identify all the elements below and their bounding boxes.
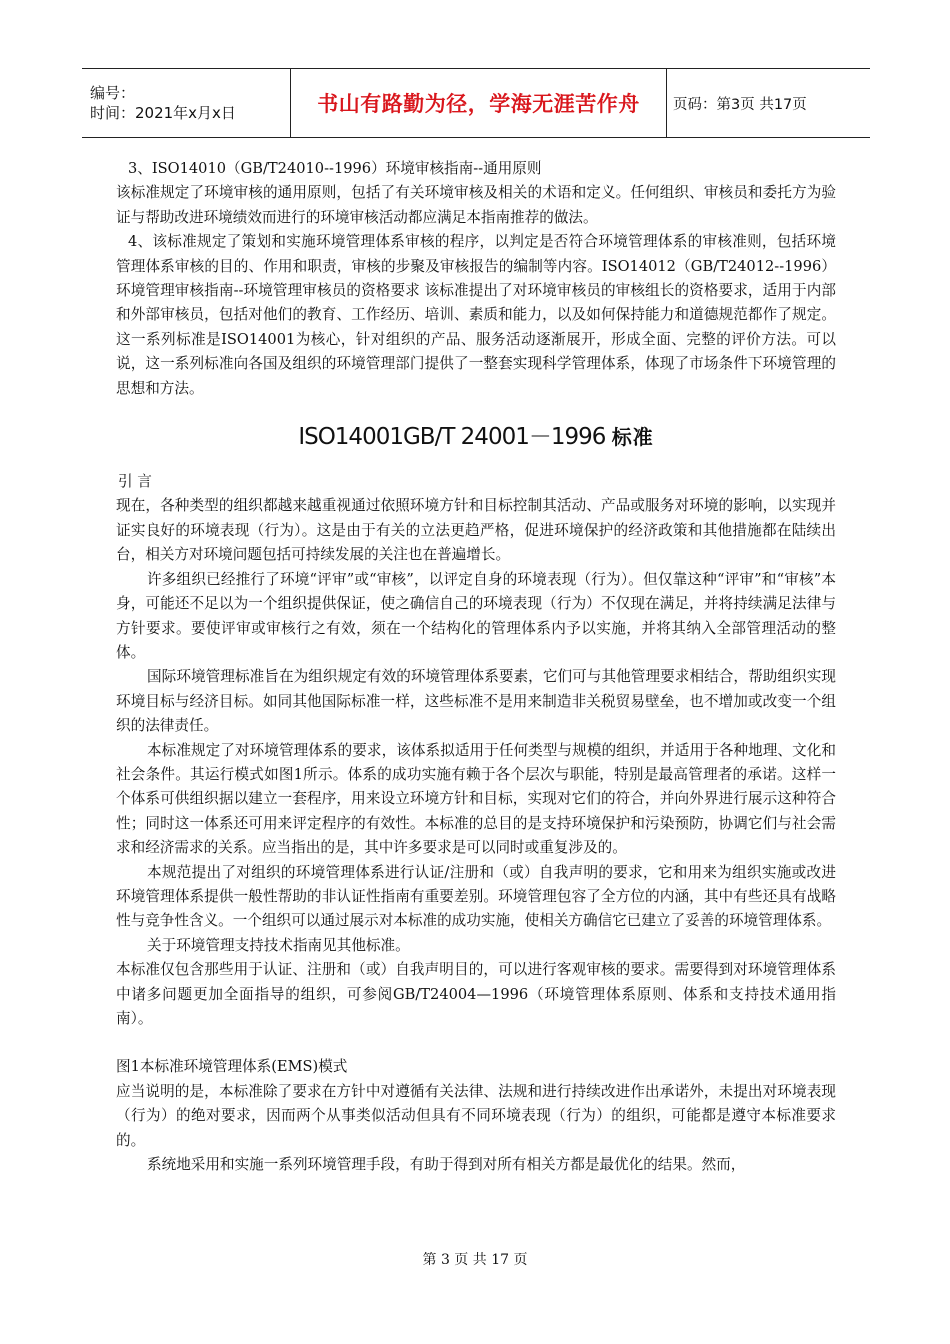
paragraph: 3、ISO14010（GB/T24010--1996）环境审核指南--通用原则: [128, 160, 542, 177]
document-number-label: 编号：: [90, 84, 136, 102]
intro-heading: 引 言: [118, 473, 152, 491]
figure-caption: 图1本标准环境管理体系(EMS)模式: [116, 1058, 348, 1076]
header-meta: [82, 69, 291, 137]
section-title: [116, 425, 836, 457]
header-page-cell: [667, 69, 870, 137]
paragraph: 应当说明的是，本标准除了要求在方针中对遵循有关法律、法规和进行持续改进作出承诺外，未提出对环境表现（行为）的绝对要求，因而两个从事类似活动但具有不同环境表现（行为）的组织，可能都是遵守本标准要求的。: [116, 1082, 836, 1149]
paragraph: 本标准仅包含那些用于认证、注册和（或）自我声明目的，可以进行客观审核的要求。需要得到对环境管理体系中诸多问题更加全面指导的组织，可参阅GB/T24004—1996（环境管理体系原则、体系和支持技术通用指南）。: [116, 961, 836, 1027]
document-header: [82, 68, 870, 138]
section-title-suffix: 标准: [611, 425, 654, 450]
page-footer: 第 3 页 共 17 页: [422, 1252, 528, 1268]
paragraph: 本规范提出了对组织的环境管理体系进行认证/注册和（或）自我声明的要求，它和用来为组织实施或改进环境管理体系提供一般性帮助的非认证性指南有重要差别。环境管理包容了全方位的内涵，其中有些还具有战略性与竞争性含义。一个组织可以通过展示对本标准的成功实施，使相关方确信它已建立了妥善的环境管理体系。: [116, 863, 836, 930]
header-motto-cell: [291, 69, 667, 137]
paragraph: 现在，各种类型的组织都越来越重视通过依照环境方针和目标控制其活动、产品或服务对环境的影响，以实现并证实良好的环境表现（行为）。这是由于有关的立法更趋严格，促进环境保护的经济政策和其他措施都在陆续出台，相关方对环境问题包括可持续发展的关注也在普遍增长。: [116, 497, 836, 564]
paragraph: 4、该标准规定了策划和实施环境管理体系审核的程序，以判定是否符合环境管理体系的审核准则，包括环境管理体系审核的目的、作用和职责，审核的步聚及审核报告的编制等内容。ISO14012（GB/T24012--1996）环境管理审核指南--环境管理审核员的资格要求 该标准提出了对环境审核员的审核组长的资格要求，适用于内部和外部审核员，包括对他们的教育、工作经历、培训、素质和能力，以及如何保持能力和道德规范都作了规定。 这一系列标准是ISO14001为核心，针对组织的产品、服务活动逐渐展开，形成全面、完整的评价方法。可以说，这一系列标准向各国及组织的环境管理部门提供了一整套实现科学管理体系，体现了市场条件下环境管理的思想和方法。: [116, 233, 836, 397]
paragraph: 国际环境管理标准旨在为组织规定有效的环境管理体系要素，它们可与其他管理要求相结合，帮助组织实现环境目标与经济目标。如同其他国际标准一样，这些标准不是用来制造非关税贸易壁垒，也不增加或改变一个组织的法律责任。: [116, 668, 836, 735]
document-time-label: 时间：2021年x月x日: [90, 104, 236, 122]
document-body: [116, 157, 836, 1177]
section-title-main: ISO14001GB/T 24001－1996: [298, 424, 612, 451]
header-page-info: 页码：第3页 共17页: [673, 96, 807, 113]
paragraph: 该标准规定了环境审核的通用原则，包括了有关环境审核及相关的术语和定义。任何组织、审核员和委托方为验证与帮助改进环境绩效而进行的环境审核活动都应满足本指南推荐的做法。: [116, 184, 836, 226]
spacer: [116, 1031, 836, 1055]
paragraph: 本标准规定了对环境管理体系的要求，该体系拟适用于任何类型与规模的组织，并适用于各种地理、文化和社会条件。其运行模式如图1所示。体系的成功实施有赖于各个层次与职能，特别是最高管理者的承诺。这样一个体系可供组织据以建立一套程序，用来设立环境方针和目标，实现对它们的符合，并向外界进行展示这种符合性；同时这一体系还可用来评定程序的有效性。本标准的总目的是支持环境保护和污染预防，协调它们与社会需求和经济需求的关系。应当指出的是，其中许多要求是可以同时或重复涉及的。: [116, 741, 836, 857]
paragraph: 系统地采用和实施一系列环境管理手段，有助于得到对所有相关方都是最优化的结果。然而，: [147, 1156, 746, 1174]
paragraph: 许多组织已经推行了环境“评审”或“审核”，以评定自身的环境表现（行为）。但仅靠这种“评审”和“审核”本身，可能还不足以为一个组织提供保证，使之确信自己的环境表现（行为）不仅现在满足，并将持续满足法律与方针要求。要使评审或审核行之有效，须在一个结构化的管理体系内予以实施，并将其纳入全部管理活动的整体。: [116, 570, 836, 661]
header-motto: 书山有路勤为径，学海无涯苦作舟: [317, 92, 640, 116]
paragraph: 关于环境管理支持技术指南见其他标准。: [147, 936, 410, 954]
